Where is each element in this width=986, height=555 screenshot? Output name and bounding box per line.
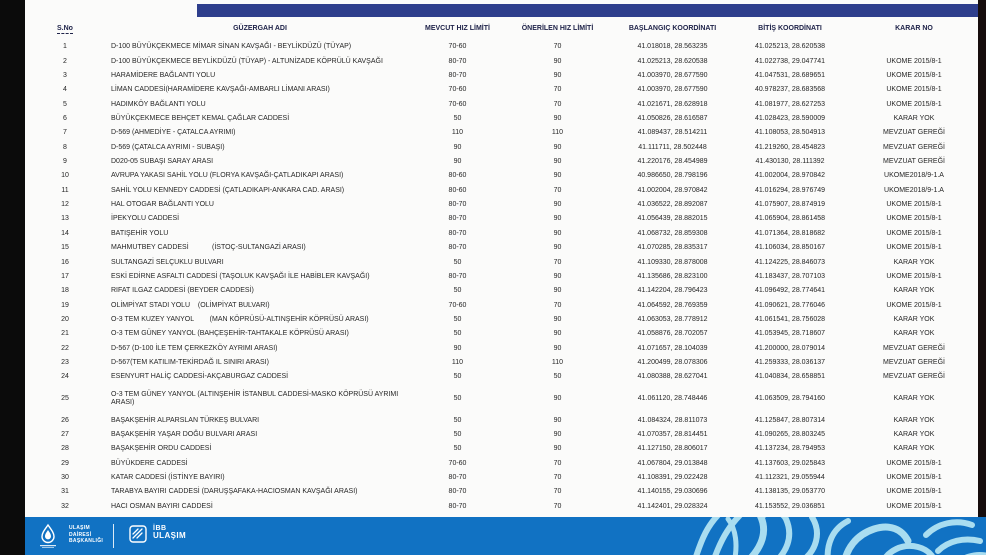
cell-no: 28 <box>61 445 69 453</box>
cell-proposed: 90 <box>553 201 562 209</box>
cell-start: 41.070285, 28.835317 <box>637 244 708 252</box>
cell-no: 11 <box>61 186 69 194</box>
cell-start: 41.061120, 28.748446 <box>637 394 708 402</box>
cell-end: 41.090621, 28.776046 <box>754 301 826 309</box>
cell-end: 41.096492, 28.774641 <box>754 287 826 295</box>
header-current-limit: MEVCUT HIZ LİMİTİ <box>425 24 490 32</box>
cell-end: 41.061541, 28.756028 <box>754 315 826 323</box>
cell-proposed: 70 <box>553 86 562 94</box>
table-row <box>25 227 978 241</box>
cell-no: 20 <box>61 315 69 323</box>
cell-decision: UKOME 2015/8-1 <box>886 473 942 481</box>
cell-route: D-567 (D-100 İLE TEM ÇERKEZKÖY AYRIMI ARASI) <box>111 344 278 352</box>
cell-end: 41.028423, 28.590009 <box>754 114 826 122</box>
cell-start: 41.080388, 28.627041 <box>637 373 708 381</box>
cell-start: 41.070357, 28.814451 <box>637 430 708 438</box>
cell-proposed: 70 <box>553 473 562 481</box>
cell-start: 41.003970, 28.677590 <box>637 86 708 94</box>
left-black-edge <box>0 0 25 555</box>
table-row <box>25 428 978 442</box>
cell-end: 41.138135, 29.053770 <box>754 488 826 496</box>
cell-current: 80-70 <box>448 488 467 496</box>
table-row <box>25 385 978 414</box>
cell-no: 32 <box>61 502 69 510</box>
cell-decision: UKOME 2015/8-1 <box>886 215 942 223</box>
cell-no: 13 <box>61 215 69 223</box>
cell-end: 41.090265, 28.803245 <box>754 430 826 438</box>
header-route: GÜZERGAH ADI <box>233 24 287 32</box>
cell-no: 26 <box>61 416 69 424</box>
cell-proposed: 70 <box>553 100 562 108</box>
cell-end: 41.108053, 28.504913 <box>754 129 826 137</box>
cell-current: 50 <box>453 315 462 323</box>
cell-proposed: 90 <box>553 172 562 180</box>
cell-route: O-3 TEM GÜNEY YANYOL (ALTINŞEHİR İSTANBUL CADDESİ-MASKO KÖPRÜSÜ AYRIMI ARASI) <box>111 390 399 406</box>
cell-current: 80-70 <box>448 272 467 280</box>
cell-no: 15 <box>61 244 69 252</box>
department-line1: ULAŞIM <box>69 525 90 531</box>
cell-current: 50 <box>453 394 462 402</box>
cell-current: 80-70 <box>448 229 467 237</box>
cell-route: RIFAT ILGAZ CADDESİ (BEYDER CADDESİ) <box>111 287 254 295</box>
cell-proposed: 90 <box>553 143 562 151</box>
cell-route: ESKİ EDİRNE ASFALTI CADDESİ (TAŞOLUK KAVŞAĞI İLE HABİBLER KAVŞAĞI) <box>111 272 370 280</box>
table-row <box>25 500 978 515</box>
cell-decision: MEVZUAT GEREĞİ <box>883 158 945 166</box>
cell-start: 41.220176, 28.454989 <box>637 158 708 166</box>
footer-divider <box>113 524 114 548</box>
cell-decision: UKOME 2015/8-1 <box>886 488 942 496</box>
cell-decision: UKOME2018/9-1.A <box>884 172 944 180</box>
cell-proposed: 50 <box>553 373 562 381</box>
cell-start: 41.058876, 28.702057 <box>637 330 708 338</box>
cell-current: 70-60 <box>448 301 467 309</box>
cell-end: 41.025213, 28.620538 <box>754 43 826 51</box>
cell-end: 41.124225, 28.846073 <box>754 258 826 266</box>
cell-route: BAŞAKŞEHİR ALPARSLAN TÜRKEŞ BULVARI <box>111 416 260 424</box>
table-row <box>25 471 978 485</box>
speed-limit-table <box>25 18 978 514</box>
cell-decision: UKOME 2015/8-1 <box>886 100 942 108</box>
cell-route: D-100 BÜYÜKÇEKMECE MİMAR SİNAN KAVŞAĞI - BEYLİKDÜZÜ (TÜYAP) <box>111 43 352 51</box>
cell-current: 70-60 <box>448 86 467 94</box>
table-row <box>25 370 978 384</box>
table-row <box>25 413 978 427</box>
cell-decision: KARAR YOK <box>893 114 935 122</box>
cell-no: 23 <box>61 359 69 367</box>
cell-no: 4 <box>63 86 67 94</box>
cell-route: BAŞAKŞEHİR YAŞAR DOĞU BULVARI ARASI <box>111 430 258 438</box>
cell-end: 41.040834, 28.658851 <box>754 373 826 381</box>
cell-start: 41.108391, 29.022428 <box>637 473 708 481</box>
cell-route: O-3 TEM GÜNEY YANYOL (BAHÇEŞEHİR-TAHTAKALE KÖPRÜSÜ ARASI) <box>111 330 349 338</box>
cell-end: 41.016294, 28.976749 <box>754 186 826 194</box>
cell-route: KATAR CADDESİ (İSTİNYE BAYIRI) <box>111 473 225 481</box>
cell-no: 16 <box>61 258 69 266</box>
cell-current: 80-60 <box>448 172 467 180</box>
cell-start: 41.142401, 29.028324 <box>637 502 708 510</box>
cell-proposed: 70 <box>553 43 562 51</box>
cell-current: 50 <box>453 330 462 338</box>
cell-end: 41.063509, 28.794160 <box>754 394 826 402</box>
cell-end: 40.978237, 28.683568 <box>754 86 826 94</box>
cell-current: 70-60 <box>448 459 467 467</box>
cell-route: D020-05 SUBAŞI SARAY ARASI <box>111 158 214 166</box>
cell-no: 22 <box>61 344 69 352</box>
cell-proposed: 70 <box>553 301 562 309</box>
cell-decision: UKOME 2015/8-1 <box>886 272 942 280</box>
cell-route: HACI OSMAN BAYIRI CADDESİ <box>111 502 213 510</box>
cell-no: 8 <box>63 143 67 151</box>
cell-proposed: 90 <box>553 244 562 252</box>
header-end-coordinate: BİTİŞ KOORDİNATI <box>758 24 822 32</box>
table-row <box>25 184 978 198</box>
cell-decision: MEVZUAT GEREĞİ <box>883 129 945 137</box>
cell-decision: UKOME 2015/8-1 <box>886 244 942 252</box>
cell-proposed: 70 <box>553 459 562 467</box>
cell-current: 90 <box>453 143 462 151</box>
cell-start: 41.089437, 28.514211 <box>637 129 708 137</box>
table-row <box>25 485 978 499</box>
cell-proposed: 90 <box>553 57 562 65</box>
cell-decision: UKOME 2015/8-1 <box>886 71 942 79</box>
cell-end: 41.002004, 28.970842 <box>754 172 826 180</box>
cell-start: 41.021671, 28.628918 <box>637 100 708 108</box>
cell-route: O-3 TEM KUZEY YANYOL (MAN KÖPRÜSÜ-ALTINŞEHİR KÖPRÜSÜ ARASI) <box>111 315 369 323</box>
brand-label <box>153 525 186 540</box>
cell-end: 41.053945, 28.718607 <box>754 330 826 338</box>
cell-start: 41.068732, 28.859308 <box>637 229 708 237</box>
cell-route: MAHMUTBEY CADDESİ (İSTOÇ-SULTANGAZİ ARASI) <box>111 244 306 252</box>
cell-end: 41.200000, 28.079014 <box>754 344 826 352</box>
ibb-ulasim-logo-icon <box>129 525 147 543</box>
cell-start: 40.986650, 28.798196 <box>637 172 708 180</box>
cell-decision: UKOME2018/9-1.A <box>884 186 944 194</box>
cell-no: 27 <box>61 430 69 438</box>
header-proposed-limit: ÖNERİLEN HIZ LİMİTİ <box>521 24 594 32</box>
cell-end: 41.071364, 28.818682 <box>754 229 826 237</box>
cell-decision: UKOME 2015/8-1 <box>886 502 942 510</box>
cell-current: 70-60 <box>448 43 467 51</box>
route-table-body <box>25 40 978 514</box>
cell-end: 41.125847, 28.807314 <box>754 416 826 424</box>
cell-decision: UKOME 2015/8-1 <box>886 229 942 237</box>
cell-route: OLİMPİYAT STADI YOLU (OLİMPİYAT BULVARI) <box>111 301 270 309</box>
cell-current: 110 <box>451 359 464 367</box>
table-row <box>25 141 978 155</box>
table-row <box>25 255 978 269</box>
cell-end: 41.075907, 28.874919 <box>754 201 826 209</box>
cell-route: SAHİL YOLU KENNEDY CADDESİ (ÇATLADIKAPI-ANKARA CAD. ARASI) <box>111 186 345 194</box>
footer-bar <box>25 517 986 555</box>
cell-start: 41.135686, 28.823100 <box>637 272 708 280</box>
cell-decision: UKOME 2015/8-1 <box>886 57 942 65</box>
table-row <box>25 270 978 284</box>
table-row <box>25 212 978 226</box>
header-start-coordinate: BAŞLANGIÇ KOORDİNATI <box>628 24 717 32</box>
cell-end: 41.106034, 28.850167 <box>754 244 826 252</box>
cell-no: 30 <box>61 473 69 481</box>
cell-start: 41.142204, 28.796423 <box>637 287 708 295</box>
cell-end: 41.047531, 28.689651 <box>754 71 826 79</box>
header-sno: S.No <box>57 24 73 32</box>
cell-no: 31 <box>61 488 69 496</box>
cell-no: 1 <box>63 43 67 51</box>
cell-end: 41.430130, 28.111392 <box>755 158 825 166</box>
cell-end: 41.183437, 28.707103 <box>754 272 826 280</box>
cell-decision: KARAR YOK <box>893 430 935 438</box>
fingerprint-pattern-icon <box>686 517 986 555</box>
cell-end: 41.137234, 28.794953 <box>754 445 826 453</box>
table-row <box>25 327 978 341</box>
cell-proposed: 70 <box>553 186 562 194</box>
cell-current: 80-70 <box>448 473 467 481</box>
table-row <box>25 169 978 183</box>
cell-proposed: 90 <box>553 272 562 280</box>
cell-proposed: 90 <box>553 445 562 453</box>
cell-route: D-567(TEM KATILIM-TEKİRDAĞ IL SINIRI ARASI) <box>111 359 269 367</box>
cell-route: SULTANGAZİ SELÇUKLU BULVARI <box>111 258 224 266</box>
cell-route: HAL OTOGAR BAĞLANTI YOLU <box>111 201 214 209</box>
cell-start: 41.002004, 28.970842 <box>637 186 708 194</box>
cell-end: 41.137603, 29.025843 <box>754 459 826 467</box>
table-row <box>25 284 978 298</box>
cell-proposed: 90 <box>553 229 562 237</box>
cell-start: 41.050826, 28.616587 <box>637 114 708 122</box>
cell-current: 90 <box>453 344 462 352</box>
cell-decision: UKOME 2015/8-1 <box>886 301 942 309</box>
cell-route: TARABYA BAYIRI CADDESİ (DARUŞŞAFAKA-HACIOSMAN KAVŞAĞI ARASI) <box>111 488 358 496</box>
header-decision-no: KARAR NO <box>895 24 933 32</box>
table-row <box>25 241 978 255</box>
cell-start: 41.111711, 28.502448 <box>638 143 707 151</box>
cell-current: 70-60 <box>448 100 467 108</box>
cell-route: İPEKYOLU CADDESİ <box>111 215 180 223</box>
cell-decision: KARAR YOK <box>893 330 935 338</box>
cell-proposed: 90 <box>553 287 562 295</box>
cell-start: 41.025213, 28.620538 <box>637 57 708 65</box>
cell-start: 41.063053, 28.778912 <box>637 315 708 323</box>
cell-decision: MEVZUAT GEREĞİ <box>883 143 945 151</box>
cell-no: 14 <box>61 229 69 237</box>
table-header <box>25 18 978 40</box>
department-line2: DAİRESİ <box>69 531 92 538</box>
cell-route: BATIŞEHİR YOLU <box>111 229 169 237</box>
cell-proposed: 90 <box>553 158 562 166</box>
cell-start: 41.127150, 28.806017 <box>637 445 708 453</box>
cell-current: 80-70 <box>448 71 467 79</box>
cell-proposed: 110 <box>551 359 564 367</box>
table-row <box>25 342 978 356</box>
cell-no: 6 <box>63 114 67 122</box>
cell-decision: KARAR YOK <box>893 258 935 266</box>
cell-decision: KARAR YOK <box>893 287 935 295</box>
cell-no: 5 <box>63 100 67 108</box>
cell-decision: KARAR YOK <box>893 416 935 424</box>
cell-proposed: 90 <box>553 430 562 438</box>
table-row <box>25 198 978 212</box>
cell-no: 12 <box>61 201 69 209</box>
cell-route: HADIMKÖY BAĞLANTI YOLU <box>111 100 206 108</box>
cell-proposed: 110 <box>551 129 564 137</box>
cell-current: 50 <box>453 373 462 381</box>
cell-current: 110 <box>451 129 464 137</box>
brand-line2: ULAŞIM <box>153 531 187 540</box>
table-header-row <box>25 18 978 40</box>
cell-start: 41.200499, 28.078306 <box>637 359 708 367</box>
cell-proposed: 90 <box>553 215 562 223</box>
cell-start: 41.084324, 28.811073 <box>637 416 708 424</box>
table-row <box>25 313 978 327</box>
table-row <box>25 155 978 169</box>
table-row <box>25 126 978 140</box>
cell-proposed: 90 <box>553 71 562 79</box>
cell-decision: MEVZUAT GEREĞİ <box>883 373 945 381</box>
cell-proposed: 90 <box>553 114 562 122</box>
cell-current: 80-70 <box>448 215 467 223</box>
cell-current: 80-60 <box>448 186 467 194</box>
cell-no: 18 <box>61 287 69 295</box>
cell-no: 19 <box>61 301 69 309</box>
cell-route: ESENYURT HALİÇ CADDESİ-AKÇABURGAZ CADDESİ <box>111 373 289 381</box>
cell-end: 41.153552, 29.036851 <box>754 502 826 510</box>
cell-no: 21 <box>61 330 69 338</box>
table-row <box>25 83 978 97</box>
cell-no: 24 <box>61 373 69 381</box>
cell-no: 29 <box>61 459 69 467</box>
table-row <box>25 456 978 470</box>
cell-no: 3 <box>63 71 67 79</box>
table-row <box>25 54 978 68</box>
cell-start: 41.109330, 28.878008 <box>637 258 708 266</box>
department-line3: BAŞKANLIĞI <box>69 538 104 544</box>
cell-start: 41.018018, 28.563235 <box>637 43 708 51</box>
brand-line1: İBB <box>153 525 167 532</box>
cell-proposed: 90 <box>553 344 562 352</box>
ibb-municipality-emblem-icon <box>37 523 59 549</box>
cell-no: 10 <box>61 172 69 180</box>
cell-start: 41.056439, 28.882015 <box>637 215 708 223</box>
cell-route: BÜYÜKDERE CADDESİ <box>111 459 188 467</box>
cell-current: 80-70 <box>448 502 467 510</box>
cell-end: 41.081977, 28.627253 <box>754 100 826 108</box>
cell-route: AVRUPA YAKASI SAHİL YOLU (FLORYA KAVŞAĞI-ÇATLADIKAPI ARASI) <box>111 172 344 180</box>
cell-no: 25 <box>61 394 69 402</box>
cell-route: BÜYÜKÇEKMECE BEHÇET KEMAL ÇAĞLAR CADDESİ <box>111 114 290 122</box>
cell-current: 50 <box>453 416 462 424</box>
cell-current: 50 <box>453 430 462 438</box>
cell-start: 41.064592, 28.769359 <box>637 301 708 309</box>
cell-end: 41.022738, 29.047741 <box>754 57 826 65</box>
cell-route: D-569 (ÇATALCA AYRIMI - SUBAŞI) <box>111 143 225 151</box>
table-row <box>25 298 978 312</box>
cell-current: 50 <box>453 445 462 453</box>
cell-proposed: 90 <box>553 330 562 338</box>
cell-decision: MEVZUAT GEREĞİ <box>883 344 945 352</box>
table-row <box>25 112 978 126</box>
table-row <box>25 442 978 456</box>
cell-start: 41.140155, 29.030696 <box>637 488 708 496</box>
cell-decision: KARAR YOK <box>893 394 935 402</box>
cell-current: 50 <box>453 287 462 295</box>
cell-start: 41.067804, 29.013848 <box>637 459 708 467</box>
cell-proposed: 70 <box>553 258 562 266</box>
table-top-border <box>197 4 978 17</box>
cell-decision: UKOME 2015/8-1 <box>886 201 942 209</box>
table-row <box>25 356 978 370</box>
cell-decision: KARAR YOK <box>893 315 935 323</box>
cell-no: 7 <box>63 129 67 137</box>
cell-proposed: 90 <box>553 394 562 402</box>
cell-current: 80-70 <box>448 201 467 209</box>
cell-current: 80-70 <box>448 244 467 252</box>
cell-route: D-569 (AHMEDİYE - ÇATALCA AYRIMI) <box>111 129 236 137</box>
cell-end: 41.259333, 28.036137 <box>754 359 826 367</box>
cell-current: 50 <box>453 258 462 266</box>
cell-proposed: 70 <box>553 502 562 510</box>
table-row <box>25 69 978 83</box>
right-black-edge <box>978 0 986 555</box>
cell-proposed: 90 <box>553 315 562 323</box>
cell-current: 90 <box>453 158 462 166</box>
cell-no: 2 <box>63 57 67 65</box>
cell-end: 41.112321, 29.055944 <box>755 473 825 481</box>
cell-proposed: 70 <box>553 488 562 496</box>
table-row <box>25 97 978 111</box>
cell-route: D-100 BÜYÜKÇEKMECE BEYLİKDÜZÜ (TÜYAP) - ALTUNİZADE KÖPRÜLÜ KAVŞAĞI <box>111 57 383 65</box>
cell-end: 41.219260, 28.454823 <box>754 143 826 151</box>
cell-no: 17 <box>61 272 69 280</box>
cell-decision: UKOME 2015/8-1 <box>886 86 942 94</box>
cell-start: 41.003970, 28.677590 <box>637 71 708 79</box>
cell-decision: MEVZUAT GEREĞİ <box>883 359 945 367</box>
cell-route: LİMAN CADDESİ(HARAMİDERE KAVŞAĞI-AMBARLI LİMANI ARASI) <box>111 86 330 94</box>
cell-decision <box>850 40 978 54</box>
cell-end: 41.065904, 28.861458 <box>754 215 826 223</box>
cell-proposed: 90 <box>553 416 562 424</box>
cell-no: 9 <box>63 158 67 166</box>
table-row <box>25 40 978 54</box>
cell-decision: KARAR YOK <box>893 445 935 453</box>
cell-decision: UKOME 2015/8-1 <box>886 459 942 467</box>
cell-route: HARAMİDERE BAĞLANTI YOLU <box>111 71 216 79</box>
cell-route: BAŞAKŞEHİR ORDU CADDESİ <box>111 445 212 453</box>
cell-start: 41.071657, 28.104039 <box>637 344 708 352</box>
cell-start: 41.036522, 28.892087 <box>637 201 708 209</box>
department-label <box>69 525 103 545</box>
cell-current: 50 <box>453 114 462 122</box>
cell-current: 80-70 <box>448 57 467 65</box>
